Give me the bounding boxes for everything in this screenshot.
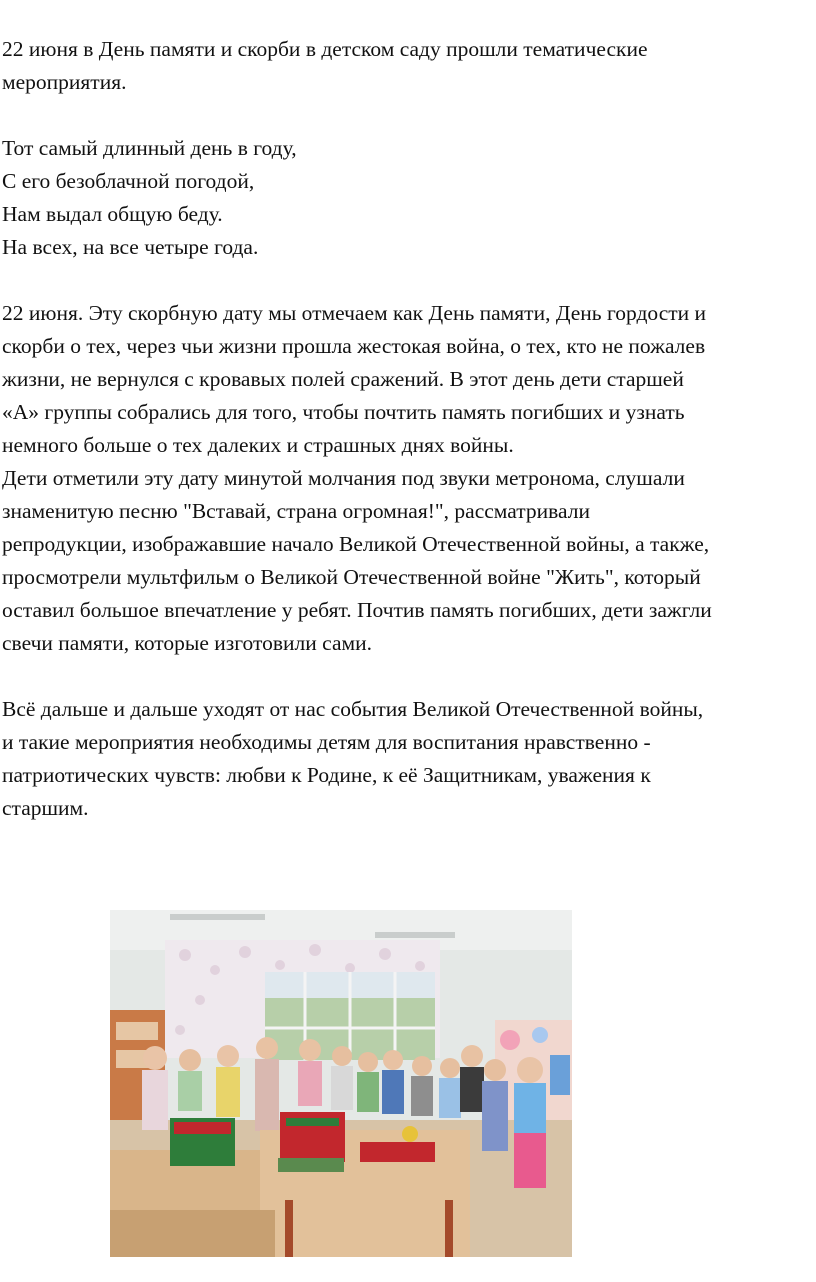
text-line: Дети отметили эту дату минутой молчания под звуки метронома, слушали [2,466,685,490]
poem-line: Тот самый длинный день в году, [2,136,297,160]
ceiling-light [170,914,265,920]
flowers-craft [360,1142,435,1162]
text-line: оставил большое впечатление у ребят. Почтив память погибших, дети зажгли [2,598,712,622]
paragraph-gap [2,660,814,693]
text-line: 22 июня в День памяти и скорби в детском саду прошли тематические [2,37,648,61]
text-line: просмотрели мультфильм о Великой Отечественной войне "Жить", который [2,565,701,589]
text-line: свечи памяти, которые изготовили сами. [2,631,372,655]
text-line: знаменитую песню "Вставай, страна огромная!", рассматривали [2,499,590,523]
poem-line: На всех, на все четыре года. [2,235,259,259]
paragraph-gap [2,264,814,297]
paragraph-gap [2,99,814,132]
text-line: и такие мероприятия необходимы детям для воспитания нравственно - [2,730,651,754]
intro-paragraph [2,33,814,99]
text-line: патриотических чувств: любви к Родине, к её Защитникам, уважения к [2,763,651,787]
text-line: Всё дальше и дальше уходят от нас события Великой Отечественной войны, [2,697,704,721]
poem-line: С его безоблачной погодой, [2,169,255,193]
text-line: немного больше о тех далеких и страшных днях войны. [2,433,514,457]
event-description-paragraph [2,297,814,660]
text-line: репродукции, изображавшие начало Великой Отечественной войны, а также, [2,532,710,556]
text-line: жизни, не вернулся с кровавых полей сражений. В этот день дети старшей [2,367,684,391]
text-line: скорби о тех, через чьи жизни прошла жестокая война, о тех, кто не пожалев [2,334,706,358]
text-line: мероприятия. [2,70,127,94]
poem-line: Нам выдал общую беду. [2,202,223,226]
classroom-photo-illustration [110,910,572,1257]
article-text [2,33,814,825]
text-line: 22 июня. Эту скорбную дату мы отмечаем как День памяти, День гордости и [2,301,707,325]
group-photo [110,910,572,1257]
ceiling-light [375,932,455,938]
text-line: старшим. [2,796,89,820]
text-line: «А» группы собрались для того, чтобы почтить память погибших и узнать [2,400,685,424]
poem-stanza [2,132,814,264]
conclusion-paragraph [2,693,814,825]
